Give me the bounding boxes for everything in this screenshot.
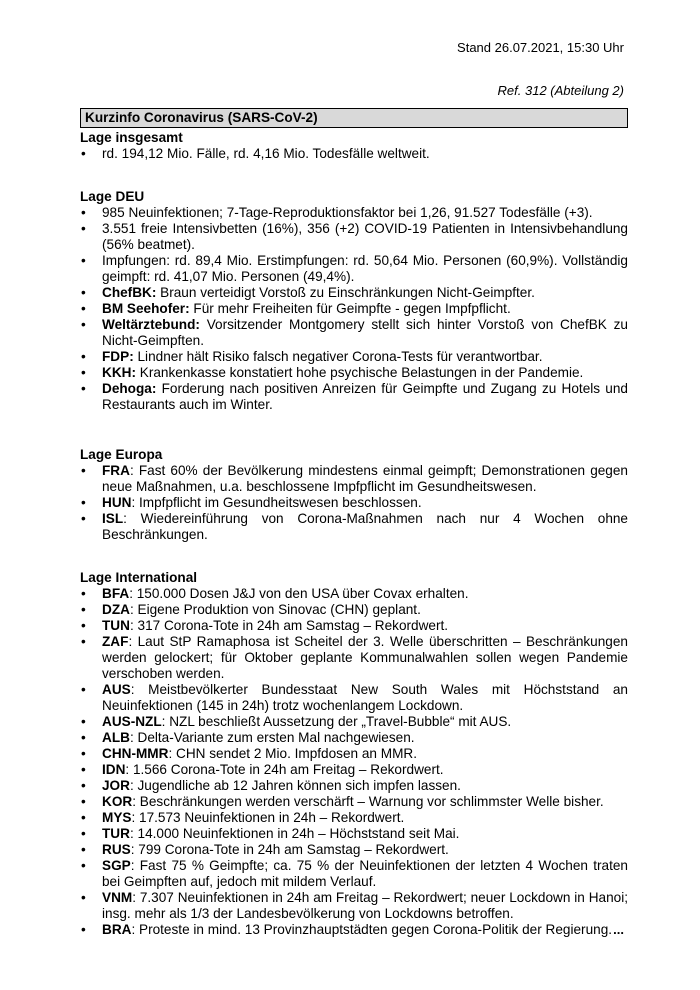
document-title: Kurzinfo Coronavirus (SARS-CoV-2) [80, 108, 628, 128]
item-text: Lindner hält Risiko falsch negativer Corona-Tests für verantwortbar. [133, 349, 543, 364]
item-label: AUS-NZL [102, 714, 162, 729]
section-heading: Lage insgesamt [80, 130, 183, 145]
bullet-icon: • [81, 586, 86, 601]
item-text: : Impfpflicht im Gesundheitswesen beschlossen. [131, 495, 422, 510]
item-label: BM Seehofer: [102, 301, 190, 316]
section-lage-europa [80, 447, 628, 543]
item-text: : Eigene Produktion von Sinovac (CHN) geplant. [129, 602, 421, 617]
section-heading: Lage DEU [80, 189, 145, 204]
status-date: Stand 26.07.2021, 15:30 Uhr [457, 40, 624, 55]
item-text: : Proteste in mind. 13 Provinzhauptstädten gegen Corona-Politik der Regierung. [131, 922, 613, 937]
list-item [80, 253, 628, 285]
item-label: SGP [102, 858, 131, 873]
bullet-icon: • [81, 602, 86, 617]
list-item [80, 221, 628, 253]
section-heading: Lage Europa [80, 447, 163, 462]
item-text: Forderung nach positiven Anreizen für Geimpfte und Zugang zu Hotels und Restaurants auch im Winter. [102, 381, 628, 412]
list-item [80, 778, 628, 794]
item-label: BFA [102, 586, 130, 601]
list-item [80, 746, 628, 762]
sections-container [80, 130, 628, 938]
bullet-icon: • [81, 922, 86, 937]
document-content [80, 108, 628, 938]
list-item [80, 349, 628, 365]
list-item [80, 205, 628, 221]
bullet-icon: • [81, 618, 86, 633]
item-text: : 317 Corona-Tote in 24h am Samstag – Rekordwert. [129, 618, 449, 633]
bullet-icon: • [81, 682, 86, 697]
item-text: Vorsitzender Montgomery stellt sich hinter Vorstoß von ChefBK zu Nicht-Geimpften. [102, 317, 628, 348]
bullet-icon: • [81, 778, 86, 793]
bullet-icon: • [81, 221, 86, 236]
list-item [80, 794, 628, 810]
bullet-list [80, 205, 628, 413]
item-label: FDP: [102, 349, 134, 364]
item-label: DZA [102, 602, 130, 617]
continuation-marker: ... [613, 922, 624, 937]
item-label: TUN [102, 618, 130, 633]
list-item [80, 922, 628, 938]
bullet-icon: • [81, 463, 86, 478]
item-label: ZAF [102, 634, 129, 649]
bullet-icon: • [81, 842, 86, 857]
bullet-icon: • [81, 730, 86, 745]
item-text: : Laut StP Ramaphosa ist Scheitel der 3. Welle überschritten – Beschränkungen werden gelockert; für Oktober geplante Kommunalwahlen sollen wegen Pandemie verschoben werden. [102, 634, 628, 681]
item-text: : 150.000 Dosen J&J von den USA über Covax erhalten. [129, 586, 469, 601]
item-text: : Beschränkungen werden verschärft – Warnung vor schlimmster Welle bisher. [132, 794, 604, 809]
bullet-icon: • [81, 511, 86, 526]
list-item [80, 317, 628, 349]
item-label: TUR [102, 826, 130, 841]
item-text: : Meistbevölkerter Bundesstaat New South Wales mit Höchststand an Neuinfektionen (145 in 24h) trotz wochenlangem Lockdown. [102, 682, 628, 713]
bullet-icon: • [81, 253, 86, 268]
item-label: ALB [102, 730, 130, 745]
list-item [80, 495, 628, 511]
bullet-icon: • [81, 146, 86, 161]
section-lage-deu [80, 189, 628, 413]
bullet-icon: • [81, 826, 86, 841]
item-label: JOR [102, 778, 130, 793]
section-lage-international [80, 570, 628, 938]
list-item [80, 381, 628, 413]
item-label: BRA [102, 922, 132, 937]
item-text: : Delta-Variante zum ersten Mal nachgewiesen. [129, 730, 415, 745]
bullet-icon: • [81, 349, 86, 364]
item-text: : Fast 60% der Bevölkerung mindestens einmal geimpft; Demonstrationen gegen neue Maßnahmen, u.a. beschlossene Impfpflicht im Gesundheitswesen. [102, 463, 628, 494]
item-label: Weltärztebund: [102, 317, 200, 332]
list-item [80, 826, 628, 842]
list-item [80, 714, 628, 730]
item-label: AUS [102, 682, 131, 697]
list-item [80, 810, 628, 826]
bullet-icon: • [81, 285, 86, 300]
bullet-icon: • [81, 634, 86, 649]
item-label: CHN-MMR [102, 746, 169, 761]
item-text: : 17.573 Neuinfektionen in 24h – Rekordwert. [131, 810, 405, 825]
item-text: Krankenkasse konstatiert hohe psychische Belastungen in der Pandemie. [135, 365, 584, 380]
item-text: : Jugendliche ab 12 Jahren können sich impfen lassen. [129, 778, 461, 793]
list-item [80, 586, 628, 602]
item-label: FRA [102, 463, 130, 478]
item-text: : 799 Corona-Tote in 24h am Samstag – Rekordwert. [130, 842, 449, 857]
bullet-icon: • [81, 890, 86, 905]
item-label: IDN [102, 762, 126, 777]
list-item [80, 301, 628, 317]
bullet-icon: • [81, 858, 86, 873]
item-label: ChefBK: [102, 285, 157, 300]
list-item [80, 511, 628, 543]
list-item [80, 146, 628, 162]
item-label: VNM [102, 890, 133, 905]
item-text: : 14.000 Neuinfektionen in 24h – Höchststand seit Mai. [129, 826, 460, 841]
item-text: : Wiedereinführung von Corona-Maßnahmen nach nur 4 Wochen ohne Beschränkungen. [102, 511, 628, 542]
item-text: : Fast 75 % Geimpfte; ca. 75 % der Neuinfektionen der letzten 4 Wochen traten bei Geimpften auf, jedoch mit mildem Verlauf. [102, 858, 628, 889]
list-item [80, 890, 628, 922]
item-label: ISL [102, 511, 124, 526]
list-item [80, 463, 628, 495]
list-item [80, 365, 628, 381]
item-text: 985 Neuinfektionen; 7-Tage-Reproduktionsfaktor bei 1,26, 91.527 Todesfälle (+3). [102, 205, 593, 220]
bullet-icon: • [81, 810, 86, 825]
bullet-icon: • [81, 205, 86, 220]
bullet-list [80, 146, 628, 162]
item-text: rd. 194,12 Mio. Fälle, rd. 4,16 Mio. Todesfälle weltweit. [102, 146, 430, 161]
item-text: Impfungen: rd. 89,4 Mio. Erstimpfungen: rd. 50,64 Mio. Personen (60,9%). Vollständig geimpft: rd. 41,07 Mio. Personen (49,4%). [102, 253, 628, 284]
list-item [80, 858, 628, 890]
list-item [80, 634, 628, 682]
section-lage-insgesamt [80, 130, 628, 162]
bullet-icon: • [81, 317, 86, 332]
item-label: KOR [102, 794, 133, 809]
bullet-list [80, 586, 628, 938]
bullet-icon: • [81, 365, 86, 380]
bullet-icon: • [81, 762, 86, 777]
bullet-icon: • [81, 381, 86, 396]
item-text: 3.551 freie Intensivbetten (16%), 356 (+2) COVID-19 Patienten in Intensivbehandlung (56% beatmet). [102, 221, 628, 252]
item-text: : 7.307 Neuinfektionen in 24h am Freitag – Rekordwert; neuer Lockdown in Hanoi; insg. mehr als 1/3 der Landesbevölkerung von Lockdowns betroffen. [102, 890, 628, 921]
item-label: RUS [102, 842, 131, 857]
list-item [80, 762, 628, 778]
item-label: KKH: [102, 365, 136, 380]
item-text: Braun verteidigt Vorstoß zu Einschränkungen Nicht-Geimpfter. [156, 285, 535, 300]
item-text: : NZL beschließt Aussetzung der „Travel-Bubble“ mit AUS. [161, 714, 512, 729]
bullet-icon: • [81, 495, 86, 510]
bullet-list [80, 463, 628, 543]
bullet-icon: • [81, 301, 86, 316]
bullet-icon: • [81, 794, 86, 809]
list-item [80, 285, 628, 301]
item-text: Für mehr Freiheiten für Geimpfte - gegen Impfpflicht. [189, 301, 511, 316]
list-item [80, 730, 628, 746]
item-text: : 1.566 Corona-Tote in 24h am Freitag – Rekordwert. [125, 762, 444, 777]
section-heading: Lage International [80, 570, 198, 585]
item-text: : CHN sendet 2 Mio. Impfdosen an MMR. [168, 746, 418, 761]
reference: Ref. 312 (Abteilung 2) [497, 83, 624, 98]
list-item [80, 618, 628, 634]
list-item [80, 842, 628, 858]
bullet-icon: • [81, 746, 86, 761]
item-label: HUN [102, 495, 132, 510]
list-item [80, 602, 628, 618]
item-label: MYS [102, 810, 132, 825]
item-label: Dehoga: [102, 381, 157, 396]
list-item [80, 682, 628, 714]
bullet-icon: • [81, 714, 86, 729]
